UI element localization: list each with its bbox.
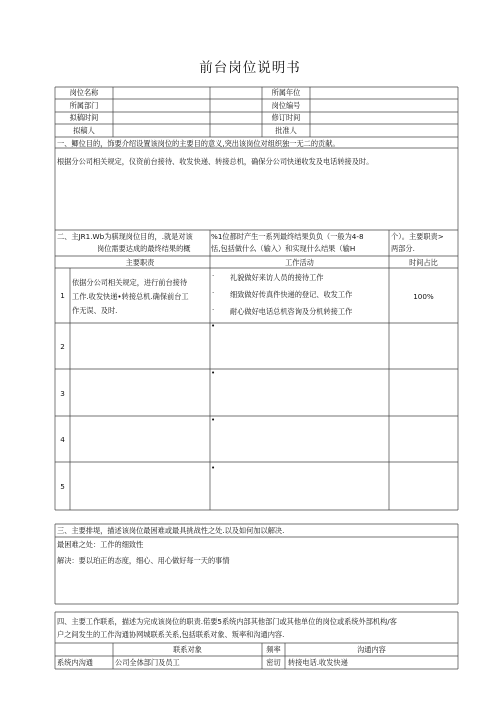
label-draft-time: 拟稿时间 (69, 113, 99, 122)
activity-bullet-row5: • (211, 464, 216, 472)
contact-frequency: 密切 (266, 658, 281, 667)
section3-difficulty: 最困难之处：工作的细致性 (57, 540, 144, 549)
contact-object: 公司全体部门及员工 (115, 658, 180, 667)
page-title: 前台岗位说明书 (199, 60, 301, 76)
col-contact-object: 联系对象 (173, 645, 202, 654)
row-number-1: 1 (60, 291, 65, 300)
label-belong-year: 所属年位 (271, 88, 301, 97)
col-time-ratio: 时间占比 (409, 258, 438, 267)
label-drafter: 拟稿人 (73, 126, 95, 135)
col-work-activity: 工作活动 (285, 258, 314, 267)
activity-bullet-3: · (212, 306, 215, 314)
section1-body: 根据分公司相关规定，仪资前台接待、收发快递、转接总机，确保分公司快递收发及电话转接及时。 (57, 157, 374, 166)
col-frequency: 频率 (266, 645, 281, 654)
duty-line-1: 依据分公司相关规定，进行前台接待 (72, 278, 188, 287)
label-position-name: 岗位名称 (69, 88, 99, 97)
label-approver: 批准人 (275, 126, 297, 135)
label-department: 所属部门 (69, 101, 99, 110)
section2-heading-a2: 岗位需要达成的最终结果的概 (97, 244, 191, 253)
section2-heading-a: 二、主JR1.Wb为骐现岗位目的，.就是对该 (57, 232, 193, 241)
row-number-3: 3 (60, 389, 65, 398)
activity-3: 耐心做好电话总机咨询及分机转接工作 (230, 307, 353, 316)
activity-2: 细致做好传真件快递的登记、收发工作 (230, 290, 353, 299)
section2-heading-c: 个）。主要职责> (391, 232, 444, 241)
activity-bullet-row2: • (211, 322, 216, 330)
section3-heading: 三、主要排堤，描述该岗位最困难或最具挑战性之处.以及如何加以解决. (57, 526, 285, 535)
section2-heading-b: %1位都时产生一系列最终结果负负（一般为4-8 (211, 232, 364, 241)
activity-bullet-1: · (212, 272, 215, 280)
label-revise-time: 修订时间 (271, 113, 301, 122)
contact-content: 转接电话.收发快递 (288, 658, 348, 667)
section1-heading: 一、鲫位目的，饰要介绍设置该岗位的主要目的意义,突出该岗位对组织独一无二的贡献。 (57, 139, 340, 148)
col-communication-content: 沟通内容 (357, 645, 386, 654)
contact-type: 系统内沟通 (57, 658, 93, 667)
section2-heading-b2: 恬,包括做什么（输入）和实现什么结果（输H (211, 244, 356, 253)
activity-bullet-row3: • (211, 369, 216, 377)
row-number-2: 2 (60, 342, 65, 351)
row-number-5: 5 (60, 482, 65, 491)
time-ratio-1: 100% (413, 292, 434, 301)
section4-heading-line1: 四、主要工作联系，描述为完成该岗位的职责.偌要5系统内部其他部门或其他单位的岗位或系统外部机构/客 (57, 617, 397, 626)
label-position-code: 岗位编号 (271, 101, 301, 110)
section4-heading-line2: 户之间发生的工作沟通协网城联系关系,包括联系对象、叛率和沟通内容. (57, 630, 285, 639)
duty-line-2: 工作.收发快递•转接总机.确保前台工 (72, 292, 189, 301)
activity-bullet-row4: • (211, 416, 216, 424)
row-number-4: 4 (60, 435, 65, 444)
section2-heading-c2: 两部分. (391, 244, 415, 253)
duty-line-3: 作无误、及时. (72, 306, 118, 315)
section3-solution: 解决：要以珀正的态度，细心、用心做好每一天的事情 (57, 556, 230, 565)
activity-1: 礼貌做好来访人员的接待工作 (230, 273, 324, 282)
col-main-duty: 主要职责 (125, 258, 155, 267)
activity-bullet-2: · (212, 289, 215, 297)
